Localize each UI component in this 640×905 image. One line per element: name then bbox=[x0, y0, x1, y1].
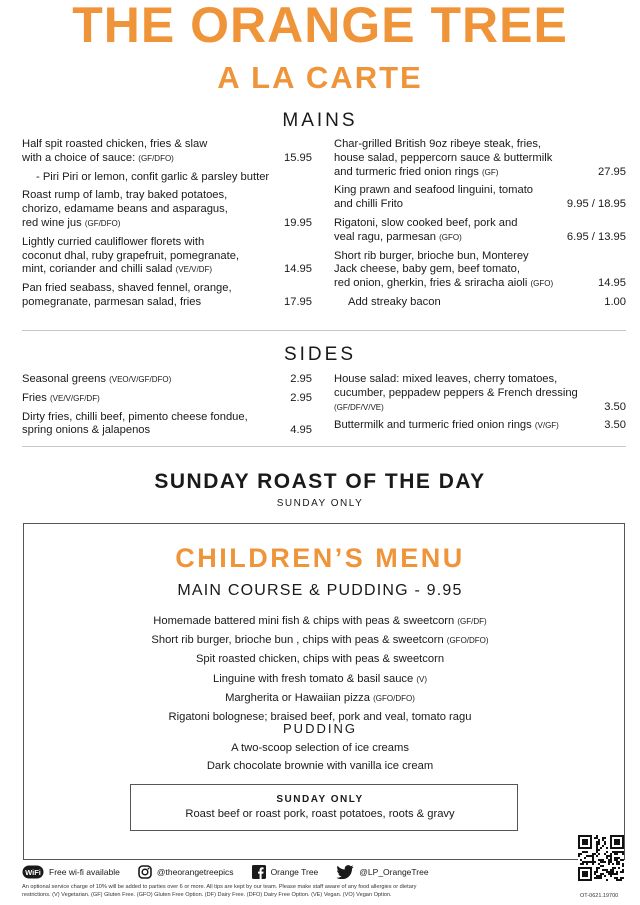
sides-left-column bbox=[22, 373, 312, 443]
menu-item-name bbox=[22, 236, 276, 277]
dietary-tag: (GF) bbox=[482, 167, 499, 177]
menu-item-line: mint, coriander and chilli salad bbox=[22, 263, 173, 276]
menu-item-name bbox=[22, 373, 282, 387]
menu-item-line: Seasonal greens bbox=[22, 373, 106, 385]
dietary-tag: (VE/V/DF) bbox=[175, 265, 213, 275]
menu-item bbox=[334, 250, 626, 291]
menu-item-name bbox=[22, 392, 282, 406]
menu-item-line: Buttermilk and turmeric fried onion rings bbox=[334, 419, 532, 432]
mains-left-column bbox=[22, 138, 312, 315]
menu-item-line: King prawn and seafood linguini, tomato bbox=[334, 184, 534, 197]
menu-item-line: Roast rump of lamb, tray baked potatoes, bbox=[22, 189, 228, 202]
small-print: An optional service charge of 10% will be added to parties over 6 or more. All tips are kept by our team. Please make staff aware of any food allergies or dietary restrictions. (V) Vegetarian. (GF) Gluten Free. (GFO) Gluten Free Option. (DF) Dairy Free. (DFO) Dairy Free Option. (VE) Vegan. (VO) Vegan Option. bbox=[22, 884, 417, 898]
menu-item-name bbox=[334, 217, 559, 245]
menu-item bbox=[334, 419, 626, 433]
menu-item-price: 4.95 bbox=[290, 424, 312, 437]
dietary-tag: (VEO/V/GF/DFO) bbox=[109, 375, 172, 384]
divider bbox=[22, 446, 626, 447]
wifi-info: WiFi Free wi-fi available bbox=[22, 865, 120, 879]
menu-item bbox=[22, 411, 312, 439]
menu-item-line: Rigatoni, slow cooked beef, pork and bbox=[334, 216, 518, 229]
facebook-link[interactable]: Orange Tree bbox=[252, 865, 319, 879]
menu-item-line: Fries bbox=[22, 391, 47, 404]
menu-item bbox=[22, 236, 312, 277]
document-code: OT-0621.19700 bbox=[580, 893, 619, 899]
menu-item-name bbox=[22, 282, 276, 310]
mains-heading: MAINS bbox=[282, 110, 358, 131]
childrens-menu-list bbox=[0, 612, 640, 727]
twitter-icon bbox=[336, 865, 354, 879]
menu-item-line: and turmeric fried onion rings bbox=[334, 165, 479, 178]
dietary-tag: (GF/DFO) bbox=[84, 218, 121, 228]
sunday-roast-subtitle: SUNDAY ONLY bbox=[276, 498, 364, 509]
menu-item bbox=[22, 282, 312, 310]
menu-item-price: 2.95 bbox=[290, 391, 312, 404]
menu-item bbox=[334, 217, 626, 245]
instagram-link[interactable]: @theorangetreepics bbox=[138, 865, 234, 879]
menu-item-line: Half spit roasted chicken, fries & slaw bbox=[22, 138, 208, 150]
menu-item-name bbox=[334, 419, 596, 433]
childrens-menu-title: CHILDREN’S MENU bbox=[175, 543, 465, 573]
dietary-tag: (VE/V/GF/DF) bbox=[49, 393, 100, 403]
dietary-tag: (GFO) bbox=[530, 279, 554, 289]
menu-item-line: Short rib burger, brioche bun, Monterey bbox=[334, 249, 529, 262]
footer-social bbox=[22, 862, 447, 882]
menu-item-line: red wine jus bbox=[22, 216, 82, 229]
menu-item-line: Lightly curried cauliflower florets with bbox=[22, 235, 205, 248]
mains-right-column bbox=[334, 138, 626, 315]
menu-item bbox=[334, 138, 626, 179]
menu-item-line: house salad, peppercorn sauce & buttermilk bbox=[334, 151, 553, 164]
menu-item bbox=[22, 138, 312, 166]
sunday-only-text: Roast beef or roast pork, roast potatoes, roots & gravy bbox=[185, 808, 455, 820]
menu-item bbox=[22, 373, 312, 387]
menu-item bbox=[334, 373, 626, 414]
list-item: A two-scoop selection of ice creams bbox=[231, 742, 409, 754]
menu-item bbox=[334, 296, 626, 310]
menu-item-price: 19.95 bbox=[284, 216, 312, 229]
menu-item-line: pomegranate, parmesan salad, fries bbox=[22, 295, 202, 308]
menu-item-line: House salad: mixed leaves, cherry tomatoes, bbox=[334, 373, 558, 385]
menu-item-name bbox=[22, 411, 282, 439]
menu-item-name bbox=[334, 138, 590, 179]
menu-item-price: 17.95 bbox=[284, 295, 312, 308]
sides-heading: SIDES bbox=[283, 344, 357, 365]
childrens-menu-subtitle: MAIN COURSE & PUDDING - 9.95 bbox=[177, 582, 463, 599]
menu-item-line: with a choice of sauce: bbox=[22, 151, 136, 164]
pudding-heading: PUDDING bbox=[283, 721, 357, 736]
sunday-roast-title: SUNDAY ROAST OF THE DAY bbox=[154, 470, 486, 493]
list-item: Dark chocolate brownie with vanilla ice cream bbox=[206, 760, 434, 772]
list-item: Homemade battered mini fish & chips with peas & sweetcorn (GF/DF) bbox=[153, 615, 487, 627]
menu-item-price: 3.50 bbox=[604, 400, 626, 413]
menu-item-line: coconut dhal, ruby grapefruit, pomegranate, bbox=[22, 249, 240, 262]
menu-item-price: 27.95 bbox=[598, 165, 626, 178]
menu-item bbox=[334, 184, 626, 212]
menu-item-price: 6.95 / 13.95 bbox=[566, 230, 626, 243]
instagram-icon bbox=[138, 865, 152, 879]
menu-item bbox=[22, 171, 312, 185]
dietary-tag: (GF/DFO) bbox=[138, 153, 174, 163]
menu-item-line: red onion, gherkin, fries & sriracha aioli bbox=[334, 277, 528, 290]
page-title: THE ORANGE TREE bbox=[72, 0, 568, 53]
page-subtitle: A LA CARTE bbox=[217, 60, 423, 95]
wifi-icon bbox=[22, 865, 44, 879]
dietary-tag: (V/GF) bbox=[534, 421, 559, 431]
menu-item-name bbox=[348, 296, 596, 310]
menu-item-name bbox=[22, 189, 276, 230]
menu-item-price: 1.00 bbox=[604, 295, 626, 308]
menu-item-price: 14.95 bbox=[598, 277, 626, 290]
list-item: Spit roasted chicken, chips with peas & sweetcorn bbox=[195, 653, 445, 666]
pudding-list bbox=[0, 739, 640, 775]
menu-item-line: Char-grilled British 9oz ribeye steak, fries, bbox=[334, 138, 542, 150]
svg-text:WiFi: WiFi bbox=[25, 868, 41, 877]
list-item: Rigatoni bolognese; braised beef, pork and veal, tomato ragu bbox=[168, 711, 472, 724]
menu-item-line: cucumber, peppadew peppers & French dressing bbox=[334, 386, 578, 399]
menu-item-name bbox=[36, 171, 312, 185]
menu-item-line: spring onions & jalapenos bbox=[22, 424, 151, 437]
menu-item-line: Jack cheese, baby gem, beef tomato, bbox=[334, 263, 520, 276]
sunday-only-heading: SUNDAY ONLY bbox=[276, 794, 364, 805]
dietary-tag: (GFO) bbox=[439, 232, 462, 242]
menu-item-name bbox=[22, 138, 276, 166]
menu-item-price: 9.95 / 18.95 bbox=[566, 198, 626, 211]
list-item: Short rib burger, brioche bun , chips with peas & sweetcorn (GFO/DFO) bbox=[151, 634, 489, 647]
menu-item-name bbox=[334, 184, 559, 212]
menu-item-price: 2.95 bbox=[290, 373, 312, 385]
menu-item bbox=[22, 392, 312, 406]
qr-code-icon bbox=[578, 835, 624, 881]
menu-item-line: - Piri Piri or lemon, confit garlic & parsley butter bbox=[36, 170, 270, 183]
list-item: Linguine with fresh tomato & basil sauce (V) bbox=[212, 672, 428, 685]
menu-item-price: 14.95 bbox=[284, 263, 312, 276]
menu-item-line: and chilli Frito bbox=[334, 198, 404, 211]
menu-item-name bbox=[334, 250, 590, 291]
menu-item-line: Dirty fries, chilli beef, pimento cheese fondue, bbox=[22, 410, 248, 423]
menu-item bbox=[22, 189, 312, 230]
facebook-icon bbox=[252, 865, 266, 879]
menu-item-price: 15.95 bbox=[284, 151, 312, 164]
menu-item-line: Add streaky bacon bbox=[348, 295, 441, 308]
menu-item-line: veal ragu, parmesan bbox=[334, 230, 436, 243]
dietary-tag: (GF/DF/V/VE) bbox=[334, 402, 384, 412]
menu-item-price: 3.50 bbox=[604, 419, 626, 432]
list-item: Margherita or Hawaiian pizza (GFO/DFO) bbox=[225, 691, 415, 704]
twitter-link[interactable]: @LP_OrangeTree bbox=[336, 865, 428, 879]
menu-item-line: chorizo, edamame beans and asparagus, bbox=[22, 203, 228, 216]
menu-item-name bbox=[334, 373, 596, 414]
menu-item-line: Pan fried seabass, shaved fennel, orange, bbox=[22, 282, 232, 295]
sides-right-column bbox=[334, 373, 626, 438]
divider bbox=[22, 330, 626, 331]
